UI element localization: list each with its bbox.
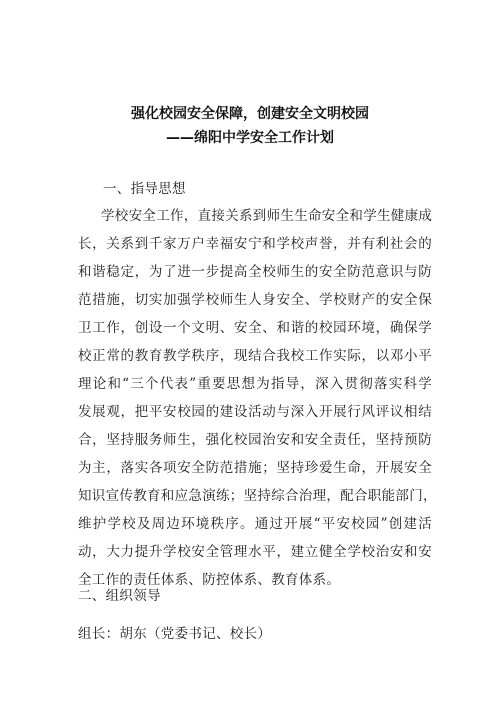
- paragraph-line: 动，大力提升学校安全管理水平，建立健全学校治安和安: [78, 544, 432, 560]
- guiding-ideology-paragraph: [78, 202, 437, 594]
- section-heading-guiding-ideology: 一、指导思想: [103, 181, 186, 197]
- paragraph-line: 发展观，把平安校园的建设活动与深入开展行风评议相结: [78, 404, 432, 420]
- document-title: 强化校园安全保障，创建安全文明校园: [131, 106, 369, 122]
- paragraph-line: 理论和“三个代表”重要思想为指导，深入贯彻落实科学: [78, 376, 432, 392]
- paragraph-line: 卫工作，创设一个文明、安全、和谐的校园环境，确保学: [78, 320, 432, 336]
- paragraph-line: 知识宣传教育和应急演练；坚持综合治理，配合职能部门，: [78, 488, 437, 504]
- paragraph-line: 长，关系到千家万户幸福安宁和学校声誉，并有利社会的: [78, 236, 432, 252]
- paragraph-line: 和谐稳定，为了进一步提高全校师生的安全防范意识与防: [78, 264, 432, 280]
- paragraph-line: 校正常的教育教学秩序，现结合我校工作实际，以邓小平: [78, 348, 432, 364]
- section-heading-organization: 二、组织领导: [78, 588, 161, 604]
- group-leader-line: 组长：胡东（党委书记、校长）: [78, 626, 272, 642]
- paragraph-line: 全工作的责任体系、防控体系、教育体系。: [78, 572, 341, 588]
- paragraph-line: 范措施，切实加强学校师生人身安全、学校财产的安全保: [78, 292, 432, 308]
- paragraph-line: 为主，落实各项安全防范措施；坚持珍爱生命，开展安全: [78, 460, 432, 476]
- document-subtitle: ——绵阳中学安全工作计划: [166, 130, 334, 146]
- paragraph-line: 学校安全工作，直接关系到师生生命安全和学生健康成: [101, 208, 433, 224]
- paragraph-line: 合，坚持服务师生，强化校园治安和安全责任，坚持预防: [78, 432, 432, 448]
- paragraph-line: 维护学校及周边环境秩序。通过开展“平安校园”创建活: [78, 516, 432, 532]
